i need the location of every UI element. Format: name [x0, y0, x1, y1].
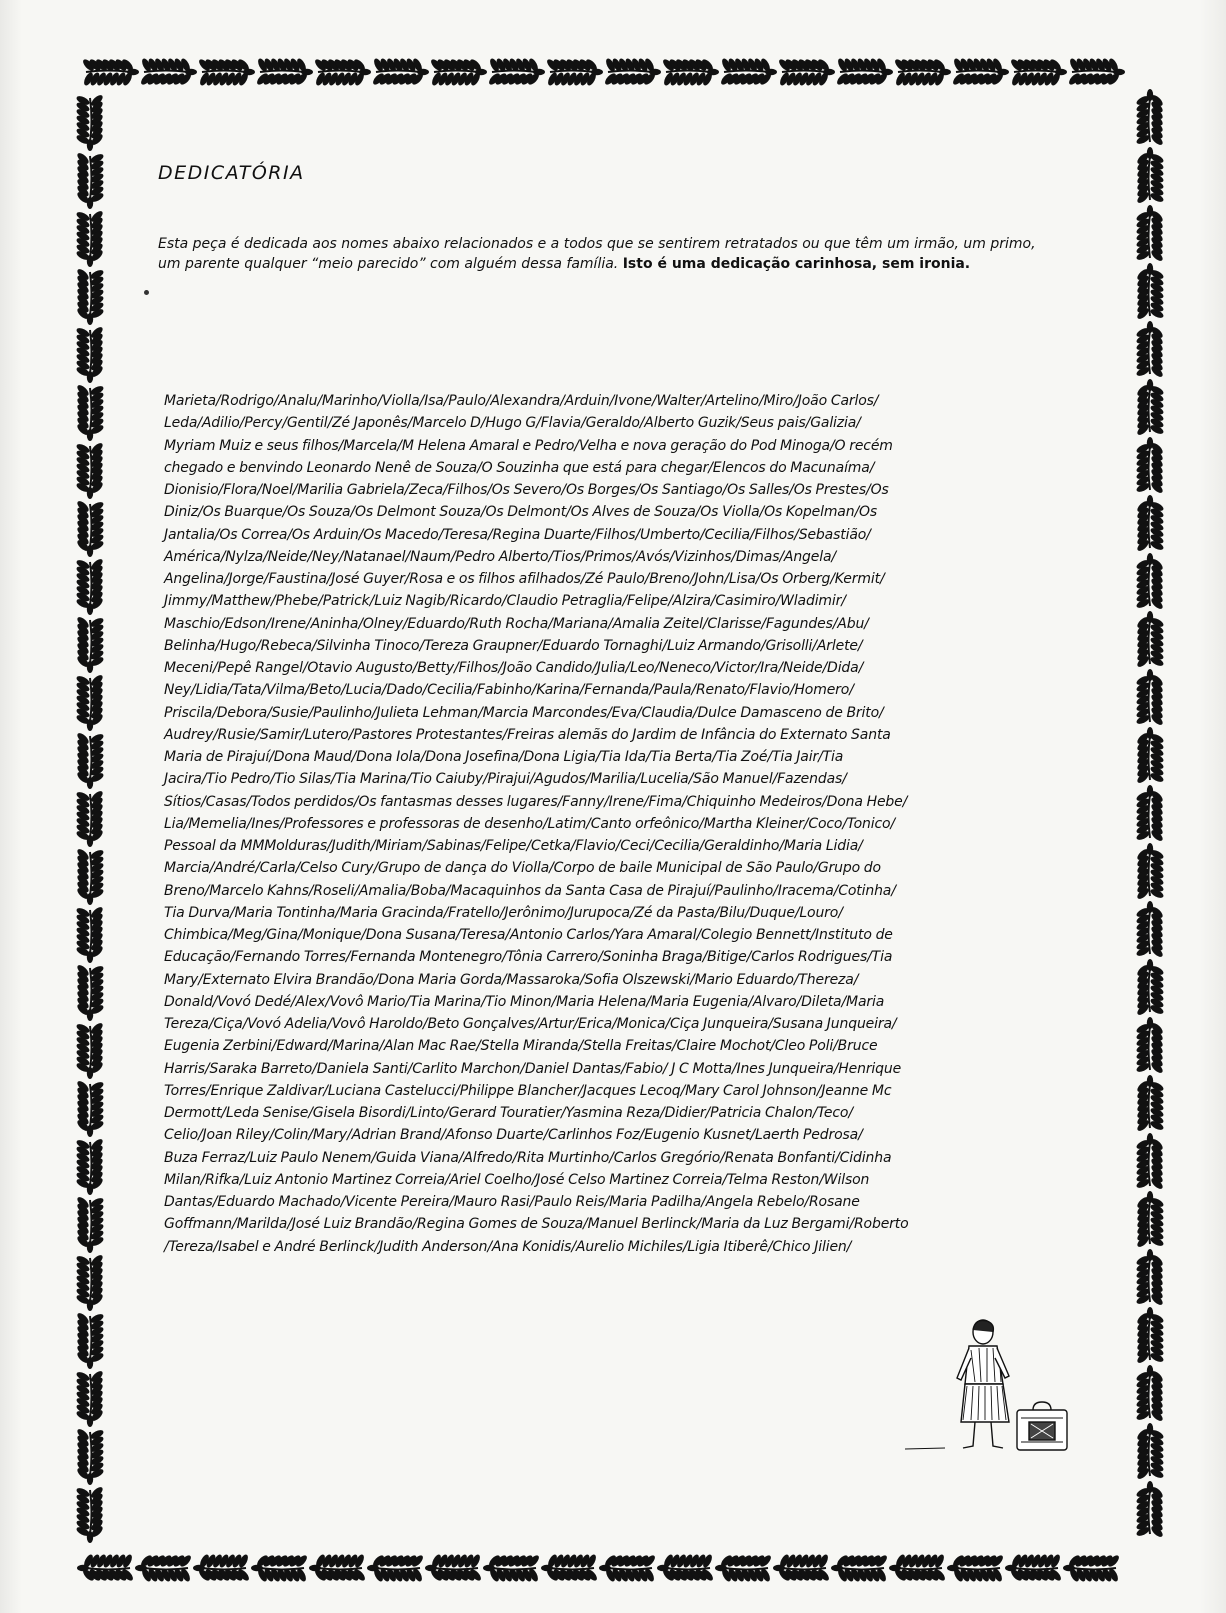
leaf-cluster: [309, 1553, 367, 1582]
leaf-cluster: [715, 1554, 773, 1583]
leaf-cluster: [76, 615, 105, 673]
leaf-cluster: [1135, 669, 1164, 727]
leaf-cluster: [425, 1553, 483, 1582]
leaf-cluster: [893, 58, 951, 87]
leaf-cluster: [77, 1553, 135, 1582]
leaf-cluster: [487, 57, 545, 86]
leaf-cluster: [76, 499, 105, 557]
names-line: Lia/Memelia/Ines/Professores e professoras de desenho/Latim/Canto orfeônico/Martha Kleiner/Coco/Tonico/: [164, 815, 895, 832]
names-line: Donald/Vovó Dedé/Alex/Vovô Mario/Tia Marina/Tio Minon/Maria Helena/Maria Eugenia/Alvaro/Dileta/Maria: [164, 993, 885, 1010]
names-line: Goffmann/Marilda/José Luiz Brandão/Regina Gomes de Souza/Manuel Berlinck/Maria da Luz Bergami/Roberto: [164, 1216, 909, 1233]
leaf-cluster: [76, 151, 105, 209]
leaf-cluster: [76, 383, 105, 441]
names-line: Pessoal da MMMolduras/Judith/Miriam/Sabinas/Felipe/Cetka/Flavio/Ceci/Cecilia/Geraldinho/Maria Lidia/: [164, 838, 863, 854]
names-line: Marcia/André/Carla/Celso Cury/Grupo de dança do Violla/Corpo de baile Municipal de São Paulo/Grupo do: [164, 860, 881, 877]
leaf-cluster: [75, 441, 104, 499]
leaf-cluster: [545, 58, 603, 87]
names-line: Buza Ferraz/Luiz Paulo Nenem/Guida Viana/Alfredo/Rita Murtinho/Carlos Gregório/Renata Bonfanti/Cidinha: [164, 1149, 892, 1166]
leaf-cluster: [75, 1369, 104, 1427]
leaf-cluster: [1136, 1075, 1165, 1133]
leaf-cluster: [75, 93, 104, 151]
names-line: Maschio/Edson/Irene/Aninha/Olney/Eduardo/Ruth Rocha/Mariana/Amalia Zeitel/Clarisse/Fagundes/Abu/: [164, 615, 869, 632]
names-list: [164, 390, 1058, 1258]
names-line: Myriam Muiz e seus filhos/Marcela/M Helena Amaral e Pedro/Velha e nova geração do Pod Minoga/O recém: [164, 437, 893, 454]
page-title: DEDICATÓRIA: [158, 162, 305, 184]
leaf-cluster: [1136, 611, 1165, 669]
leaf-cluster: [255, 57, 313, 86]
leaf-cluster: [599, 1554, 657, 1583]
leaf-cluster: [75, 1253, 104, 1311]
leaf-cluster: [951, 57, 1009, 86]
names-line: Diniz/Os Buarque/Os Souza/Os Delmont Souza/Os Delmont/Os Alves de Souza/Os Violla/Os Kopelman/Os: [164, 504, 878, 521]
leaf-cluster: [1135, 785, 1164, 843]
names-line: chegado e benvindo Leonardo Nenê de Souza/O Souzinha que está para chegar/Elencos do Macunaíma/: [164, 459, 875, 476]
leaf-cluster: [889, 1553, 947, 1582]
leaf-cluster: [429, 58, 487, 87]
leaf-cluster: [197, 58, 255, 87]
leaf-cluster: [831, 1554, 889, 1583]
leaf-cluster: [773, 1553, 831, 1582]
leaf-cluster: [371, 57, 429, 86]
intro-paragraph: [158, 234, 1058, 274]
leaf-cluster: [75, 905, 104, 963]
leaf-cluster: [657, 1553, 715, 1582]
leaf-cluster: [1136, 959, 1165, 1017]
leaf-cluster: [719, 57, 777, 86]
leaf-cluster: [81, 58, 139, 87]
names-line: Dantas/Eduardo Machado/Vicente Pereira/Mauro Rasi/Paulo Reis/Maria Padilha/Angela Rebelo/Rosane: [164, 1194, 860, 1210]
woman-with-suitcase-illustration: [905, 1318, 1085, 1458]
leaf-cluster: [1136, 379, 1165, 437]
names-line: Torres/Enrique Zaldivar/Luciana Castelucci/Philippe Blancher/Jacques Lecoq/Mary Carol Johnson/Jeanne Mc: [164, 1082, 892, 1099]
leaf-cluster: [1009, 58, 1067, 87]
names-line: Mary/Externato Elvira Brandão/Dona Maria Gorda/Massaroka/Sofia Olszewski/Mario Eduardo/Thereza/: [164, 971, 859, 988]
leaf-cluster: [135, 1554, 193, 1583]
leaf-cluster: [76, 1079, 105, 1137]
leaf-cluster: [1135, 1017, 1164, 1075]
leaf-cluster: [75, 789, 104, 847]
intro-bold-text: Isto é uma dedicação carinhosa, sem ironia.: [622, 256, 971, 272]
leaf-cluster: [1067, 57, 1125, 86]
leaf-cluster: [1135, 205, 1164, 263]
leaf-cluster: [1135, 901, 1164, 959]
leaf-cluster: [661, 58, 719, 87]
leaf-cluster: [1135, 89, 1164, 147]
names-line: Dionisio/Flora/Noel/Marilia Gabriela/Zeca/Filhos/Os Severo/Os Borges/Os Santiago/Os Salles/Os Prestes/Os: [164, 482, 889, 498]
leaf-cluster: [76, 1195, 105, 1253]
leaf-cluster: [76, 1427, 105, 1485]
names-line: Celio/Joan Riley/Colin/Mary/Adrian Brand/Afonso Duarte/Carlinhos Foz/Eugenio Kusnet/Laerth Pedrosa/: [164, 1127, 863, 1144]
names-line: América/Nylza/Neide/Ney/Natanael/Naum/Pedro Alberto/Tios/Primos/Avós/Vizinhos/Dimas/Angela/: [164, 548, 836, 565]
leaf-cluster: [1135, 1365, 1164, 1423]
leaf-cluster: [75, 209, 104, 267]
leaf-cluster: [1135, 1133, 1164, 1191]
names-line: Eugenia Zerbini/Edward/Marina/Alan Mac Rae/Stella Miranda/Stella Freitas/Claire Mochot/Cleo Poli/Bruce: [164, 1038, 878, 1055]
names-line: Audrey/Rusie/Samir/Lutero/Pastores Protestantes/Freiras alemãs do Jardim de Infância do Externato Santa: [164, 726, 891, 743]
leaf-cluster: [1136, 727, 1165, 785]
leaf-cluster: [1136, 495, 1165, 553]
leaf-cluster: [483, 1554, 541, 1583]
names-line: Harris/Saraka Barreto/Daniela Santi/Carlito Marchon/Daniel Dantas/Fabio/ J C Motta/Ines Junqueira/Henrique: [164, 1060, 902, 1077]
leaf-cluster: [76, 847, 105, 905]
leaf-cluster: [1135, 437, 1164, 495]
names-line: Tia Durva/Maria Tontinha/Maria Gracinda/Fratello/Jerônimo/Jurupoca/Zé da Pasta/Bilu/Duque/Louro/: [164, 904, 843, 921]
leaf-cluster: [1135, 1481, 1164, 1539]
leaf-cluster: [313, 58, 371, 87]
leaf-cluster: [367, 1554, 425, 1583]
leaf-cluster: [1005, 1553, 1063, 1582]
names-line: Leda/Adilio/Percy/Gentil/Zé Japonês/Marcelo D/Hugo G/Flavia/Geraldo/Alberto Guzik/Seus pais/Galizia/: [164, 415, 861, 432]
leaf-cluster: [76, 267, 105, 325]
leaf-cluster: [75, 1485, 104, 1543]
leaf-cluster: [1136, 1423, 1165, 1481]
names-line: Priscila/Debora/Susie/Paulinho/Julieta Lehman/Marcia Marcondes/Eva/Claudia/Dulce Damasceno de Brito/: [164, 704, 884, 721]
leaf-cluster: [1135, 553, 1164, 611]
names-line: Breno/Marcelo Kahns/Roseli/Amalia/Boba/Macaquinhos da Santa Casa de Pirajuí/Paulinho/Iracema/Cotinha/: [164, 882, 896, 899]
intro-italic-text: Esta peça é dedicada aos nomes abaixo relacionados e a todos que se sentirem retratados ou que têm um irmão, um primo, um parente qualquer “meio parecido” com alguém dessa família.: [158, 236, 1036, 272]
leaf-cluster: [777, 58, 835, 87]
leaf-cluster: [541, 1553, 599, 1582]
leaf-cluster: [76, 1311, 105, 1369]
leaf-cluster: [76, 731, 105, 789]
stray-dot: [144, 290, 149, 295]
names-line: Jacira/Tio Pedro/Tio Silas/Tia Marina/Tio Caiuby/Pirajui/Agudos/Marilia/Lucelia/São Manuel/Fazendas/: [164, 771, 847, 788]
names-line: Dermott/Leda Senise/Gisela Bisordi/Linto/Gerard Touratier/Yasmina Reza/Didier/Patricia Chalon/Teco/: [164, 1105, 853, 1121]
leaf-cluster: [75, 325, 104, 383]
leaf-cluster: [1136, 263, 1165, 321]
leaf-cluster: [193, 1553, 251, 1582]
leaf-cluster: [603, 57, 661, 86]
leaf-cluster: [139, 57, 197, 86]
names-line: Jantalia/Os Correa/Os Arduin/Os Macedo/Teresa/Regina Duarte/Filhos/Umberto/Cecilia/Filhos/Sebastião/: [164, 526, 871, 543]
leaf-cluster: [251, 1554, 309, 1583]
leaf-cluster: [1135, 1249, 1164, 1307]
names-line: Educação/Fernando Torres/Fernanda Montenegro/Tônia Carrero/Soninha Braga/Bitige/Carlos Rodrigues/Tia: [164, 949, 893, 966]
leaf-cluster: [75, 1137, 104, 1195]
leaf-cluster: [835, 57, 893, 86]
leaf-cluster: [75, 557, 104, 615]
leaf-cluster: [1136, 1191, 1165, 1249]
leaf-cluster: [75, 673, 104, 731]
leaf-cluster: [947, 1554, 1005, 1583]
names-line: Jimmy/Matthew/Phebe/Patrick/Luiz Nagib/Ricardo/Claudio Petraglia/Felipe/Alzira/Casimiro/Wladimir/: [164, 593, 846, 610]
names-line: Ney/Lidia/Tata/Vilma/Beto/Lucia/Dado/Cecilia/Fabinho/Karina/Fernanda/Paula/Renato/Flavio/Homero/: [164, 682, 854, 699]
names-line: Chimbica/Meg/Gina/Monique/Dona Susana/Teresa/Antonio Carlos/Yara Amaral/Colegio Bennett/Instituto de: [164, 927, 893, 943]
names-line: Tereza/Ciça/Vovó Adelia/Vovô Haroldo/Beto Gonçalves/Artur/Erica/Monica/Ciça Junqueira/Susana Junqueira/: [164, 1016, 897, 1032]
leaf-cluster: [1136, 1307, 1165, 1365]
leaf-cluster: [1136, 147, 1165, 205]
leaf-cluster: [1135, 321, 1164, 379]
names-line: Meceni/Pepê Rangel/Otavio Augusto/Betty/Filhos/João Candido/Julia/Leo/Neneco/Victor/Ira/Neide/Dida/: [164, 660, 864, 676]
names-line: Sítios/Casas/Todos perdidos/Os fantasmas desses lugares/Fanny/Irene/Fima/Chiquinho Medeiros/Dona Hebe/: [164, 793, 908, 810]
names-line: Milan/Rifka/Luiz Antonio Martinez Correia/Ariel Coelho/José Celso Martinez Correia/Telma Reston/Wilson: [164, 1171, 870, 1188]
names-line: Maria de Pirajuí/Dona Maud/Dona Iola/Dona Josefina/Dona Ligia/Tia Ida/Tia Berta/Tia Zoé/Tia Jair/Tia: [164, 749, 844, 765]
names-line: /Tereza/Isabel e André Berlinck/Judith Anderson/Ana Konidis/Aurelio Michiles/Ligia Itiberê/Chico Jilien/: [164, 1238, 852, 1255]
dedication-content: [158, 150, 1058, 1255]
leaf-cluster: [1063, 1554, 1121, 1583]
names-line: Belinha/Hugo/Rebeca/Silvinha Tinoco/Tereza Graupner/Eduardo Tornaghi/Luiz Armando/Grisolli/Arlete/: [164, 637, 863, 654]
names-line: Angelina/Jorge/Faustina/José Guyer/Rosa e os filhos afilhados/Zé Paulo/Breno/John/Lisa/Os Orberg/Kermit/: [164, 571, 885, 587]
leaf-cluster: [76, 963, 105, 1021]
leaf-cluster: [75, 1021, 104, 1079]
names-line: Marieta/Rodrigo/Analu/Marinho/Violla/Isa/Paulo/Alexandra/Arduin/Ivone/Walter/Artelino/Miro/João Carlos/: [164, 393, 879, 409]
leaf-cluster: [1136, 843, 1165, 901]
